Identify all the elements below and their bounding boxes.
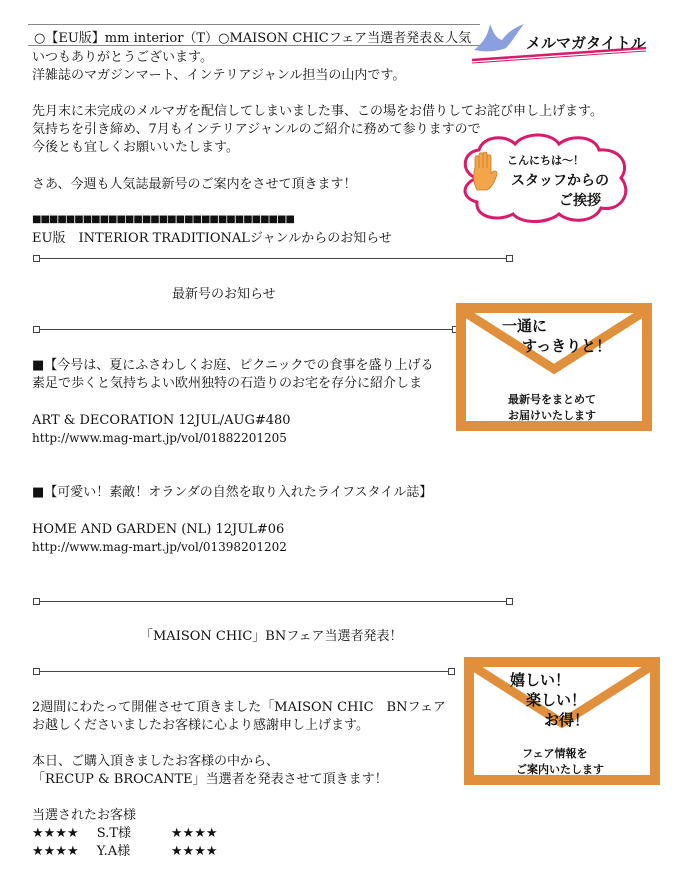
- greeting-line-2: 洋雑誌のマガジンマート、インテリアジャンル担当の山内です。: [32, 68, 406, 83]
- stars-left: ★★★★: [32, 844, 79, 859]
- fair-heading: 「MAISON CHIC」BNフェア当選者発表！: [140, 629, 403, 644]
- apology-line-2: 気持ちを引き締め、7月もインテリアジャンルのご紹介に務めて参りますので: [32, 122, 481, 137]
- cloud-text-1: こんにちは～！: [507, 154, 584, 167]
- apology-line-1: 先月末に未完成のメルマガを配信してしまいました事、この場をお借りしてお詫び申し上げます。: [32, 104, 603, 119]
- stars-right: ★★★★: [170, 826, 218, 841]
- envelope2-text-1: 嬉しい！: [510, 671, 571, 689]
- greeting-line-1: いつもありがとうございます。: [32, 50, 213, 65]
- divider-3: [36, 601, 510, 602]
- envelope2-text-2: 楽しい！: [526, 691, 587, 709]
- envelope2-text-4: フェア情報を: [522, 747, 588, 760]
- section-title: EU版 INTERIOR TRADITIONALジャンルからのお知らせ: [32, 231, 392, 246]
- divider-4: [36, 671, 452, 672]
- divider-2: [36, 329, 456, 330]
- winner-row: [32, 843, 218, 860]
- cloud-text-3: ご挨拶: [559, 193, 601, 209]
- item1-link[interactable]: http://www.mag-mart.jp/vol/01882201205: [32, 431, 287, 445]
- item1-desc-line-2: 素足で歩くと気持ちよい欧州独特の石造りのお宅を存分に紹介しま: [32, 376, 423, 391]
- item2-desc: ■【可愛い！素敵！オランダの自然を取り入れたライフスタイル誌】: [32, 485, 433, 500]
- envelope2-text-3: お得！: [544, 711, 590, 729]
- winner-name: S.T様: [96, 826, 132, 841]
- envelope1-text-4: お届けいたします: [508, 409, 596, 422]
- news-heading: 最新号のお知らせ: [172, 287, 276, 302]
- mail-title-text: メルマガタイトル: [526, 34, 646, 52]
- envelope1-text-2: すっきりと！: [522, 337, 612, 355]
- fair-body-line-2: お越しくださいましたお客様に心より感謝申し上げます。: [32, 718, 369, 733]
- stars-left: ★★★★: [32, 826, 79, 841]
- envelope-graphic-1: [456, 303, 652, 431]
- apology-line-3: 今後とも宜しくお願いいたします。: [32, 140, 239, 155]
- divider-1: [36, 258, 510, 259]
- envelope1-text-3: 最新号をまとめて: [508, 393, 596, 406]
- item1-title: ART & DECORATION 12JUL/AUG#480: [32, 413, 291, 428]
- section-bar: ■■■■■■■■■■■■■■■■■■■■■■■■■■■■■■■: [32, 214, 294, 225]
- email-subject: [28, 24, 480, 46]
- stars-right: ★★★★: [170, 844, 218, 859]
- envelope-graphic-2: [464, 657, 660, 785]
- envelope2-text-5: ご案内いたします: [516, 763, 604, 776]
- item1-desc-line-1: ■【今号は、夏にふさわしくお庭、ピクニックでの食事を盛り上げる: [32, 358, 434, 373]
- waving-hand-icon: [471, 152, 499, 192]
- greeting-cloud: [455, 132, 635, 224]
- winner-name: Y.A様: [96, 844, 131, 859]
- item2-link[interactable]: http://www.mag-mart.jp/vol/01398201202: [32, 540, 287, 554]
- mail-title-badge: [468, 14, 650, 64]
- cloud-text-2: スタッフからの: [511, 173, 609, 189]
- announce-line-1: 本日、ご購入頂きましたお客様の中から、: [32, 754, 280, 769]
- fair-body-line-1: 2週間にわたって開催させて頂きました「MAISON CHIC BNフェア: [32, 700, 446, 715]
- subject-text: ○【EU版】mm interior（T）○MAISON CHICフェア当選者発表＆人気: [34, 31, 472, 46]
- item2-title: HOME AND GARDEN (NL) 12JUL#06: [32, 522, 285, 537]
- envelope1-text-1: 一通に: [502, 317, 548, 335]
- intro-text: さあ、今週も人気誌最新号のご案内をさせて頂きます！: [32, 177, 357, 192]
- winners-label: 当選されたお客様: [32, 808, 137, 823]
- winner-row: [32, 825, 218, 842]
- announce-line-2: 「RECUP & BROCANTE」当選者を発表させて頂きます！: [32, 772, 388, 787]
